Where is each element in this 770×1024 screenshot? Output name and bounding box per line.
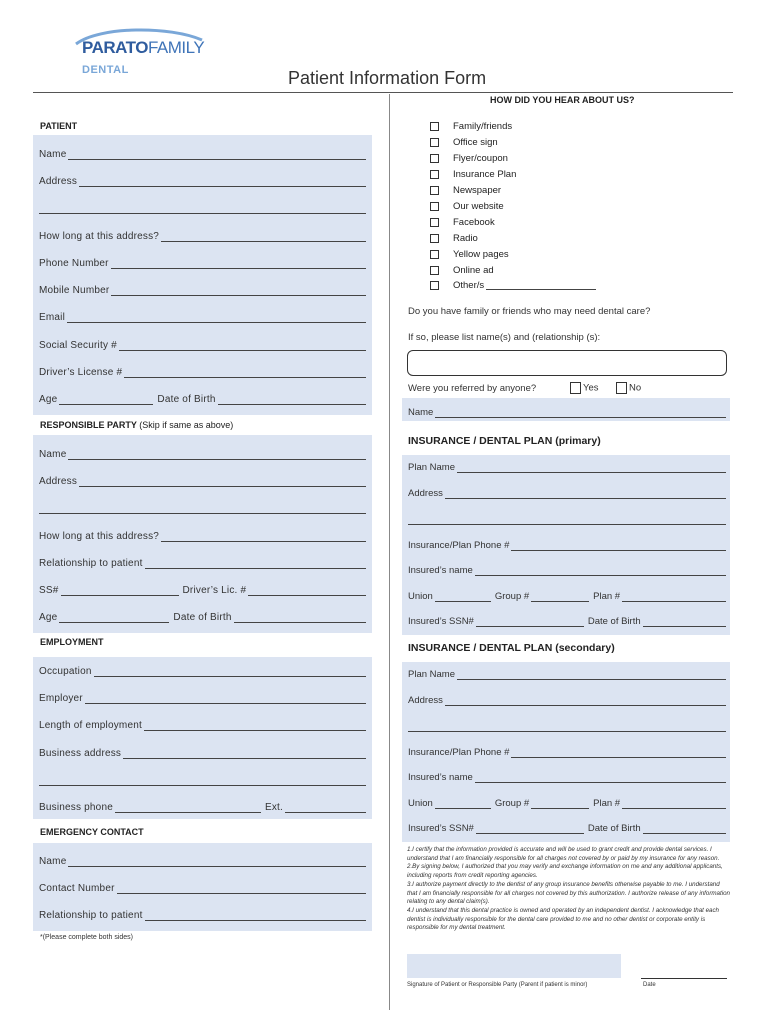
responsible-heading: RESPONSIBLE PARTY (Skip if same as above) bbox=[40, 420, 234, 430]
primary-phone-field[interactable]: Insurance/Plan Phone # bbox=[408, 537, 726, 551]
family-list-prompt: If so, please list name(s) and (relationship (s): bbox=[408, 332, 601, 343]
signature-field[interactable] bbox=[407, 954, 621, 978]
referral-question: Were you referred by anyone? bbox=[408, 383, 537, 394]
logo-subtitle: DENTAL bbox=[82, 64, 129, 76]
business-phone-field[interactable]: Business phone Ext. bbox=[39, 799, 366, 813]
hear-option[interactable]: Newspaper bbox=[430, 185, 501, 196]
primary-address-field[interactable]: Address bbox=[408, 485, 726, 499]
patient-address-line2[interactable] bbox=[39, 200, 366, 214]
family-list-input[interactable] bbox=[407, 350, 727, 376]
emergency-panel bbox=[33, 843, 372, 931]
complete-both-sides-note: *(Please complete both sides) bbox=[40, 934, 133, 941]
legal-item: 1.I certify that the information provided is accurate and will be used to grant credit and provide dental services. I understand that I am financially responsible for all charges not covered by or paid by my insurance for any reason. bbox=[407, 846, 720, 862]
hear-option[interactable]: Office sign bbox=[430, 137, 498, 148]
referral-no[interactable]: No bbox=[616, 382, 641, 394]
insurance-primary-panel bbox=[402, 455, 730, 635]
responsible-ss-lic-field[interactable]: SS# Driver’s Lic. # bbox=[39, 582, 366, 596]
secondary-ssn-dob-field[interactable]: Insured’s SSN# Date of Birth bbox=[408, 820, 726, 834]
hear-option[interactable]: Online ad bbox=[430, 265, 494, 276]
responsible-panel bbox=[33, 435, 372, 633]
date-line[interactable] bbox=[641, 978, 727, 979]
hear-option[interactable]: Insurance Plan bbox=[430, 169, 516, 180]
patient-how-long-field[interactable]: How long at this address? bbox=[39, 228, 366, 242]
insurance-secondary-panel bbox=[402, 662, 730, 842]
page-title: Patient Information Form bbox=[288, 68, 487, 88]
legal-item: 4.I understand that this dental practice is owned and operated by an independent dentist. I acknowledge that each dentist is individually responsible for the dental care provided to me and no other dentist or corporate entity is responsible for my dental treatment. bbox=[407, 906, 719, 932]
employment-length-field[interactable]: Length of employment bbox=[39, 717, 366, 731]
hear-option[interactable]: Our website bbox=[430, 201, 504, 212]
employer-field[interactable]: Employer bbox=[39, 690, 366, 704]
checkbox-icon[interactable] bbox=[430, 154, 439, 163]
patient-name-field[interactable]: Name bbox=[39, 146, 366, 160]
date-label: Date bbox=[643, 982, 656, 988]
legal-item: 2.By signing below, I authorized that you may verify and exchange information on me and any additional applicants, including reports from credit reporting agencies. bbox=[407, 863, 723, 880]
business-address-line2[interactable] bbox=[39, 772, 366, 786]
legal-item: 3.I authorize payment directly to the dentist of any group insurance benefits otherwise payable to me. I understand that I am financially responsible for all charges not covered by this authorization. I authorize release of any information relating to any dental claim(s). bbox=[407, 880, 730, 906]
insurance-secondary-heading: INSURANCE / DENTAL PLAN (secondary) bbox=[408, 642, 615, 654]
secondary-address-field[interactable]: Address bbox=[408, 692, 726, 706]
primary-address-line2[interactable] bbox=[408, 511, 726, 525]
family-question: Do you have family or friends who may need dental care? bbox=[408, 306, 651, 317]
logo bbox=[68, 24, 208, 84]
primary-union-group-plan-field[interactable]: Union Group # Plan # bbox=[408, 588, 726, 602]
responsible-age-dob-field[interactable]: Age Date of Birth bbox=[39, 609, 366, 623]
checkbox-icon[interactable] bbox=[430, 122, 439, 131]
patient-ssn-field[interactable]: Social Security # bbox=[39, 337, 366, 351]
checkbox-icon[interactable] bbox=[430, 218, 439, 227]
checkbox-icon[interactable] bbox=[430, 202, 439, 211]
signature-label: Signature of Patient or Responsible Party (Parent if patient is minor) bbox=[407, 982, 588, 988]
hear-option[interactable]: Yellow pages bbox=[430, 249, 509, 260]
checkbox-icon[interactable] bbox=[430, 186, 439, 195]
emergency-heading: EMERGENCY CONTACT bbox=[40, 827, 144, 837]
emergency-name-field[interactable]: Name bbox=[39, 853, 366, 867]
secondary-plan-name-field[interactable]: Plan Name bbox=[408, 666, 726, 680]
checkbox-icon[interactable] bbox=[430, 266, 439, 275]
secondary-insured-name-field[interactable]: Insured’s name bbox=[408, 769, 726, 783]
column-divider bbox=[389, 94, 390, 1010]
emergency-contact-field[interactable]: Contact Number bbox=[39, 880, 366, 894]
checkbox-icon[interactable] bbox=[616, 382, 627, 394]
primary-insured-name-field[interactable]: Insured’s name bbox=[408, 562, 726, 576]
logo-wordmark: PARATOFAMILY bbox=[82, 38, 205, 57]
occupation-field[interactable]: Occupation bbox=[39, 663, 366, 677]
checkbox-icon[interactable] bbox=[430, 234, 439, 243]
hear-option[interactable]: Family/friends bbox=[430, 121, 512, 132]
patient-heading: PATIENT bbox=[40, 121, 78, 131]
hear-option[interactable]: Flyer/coupon bbox=[430, 153, 508, 164]
hear-about-heading: HOW DID YOU HEAR ABOUT US? bbox=[490, 95, 635, 105]
employment-heading: EMPLOYMENT bbox=[40, 637, 104, 647]
hear-option-other[interactable]: Other/s bbox=[430, 280, 596, 291]
business-address-field[interactable]: Business address bbox=[39, 745, 366, 759]
patient-phone-field[interactable]: Phone Number bbox=[39, 255, 366, 269]
responsible-relationship-field[interactable]: Relationship to patient bbox=[39, 555, 366, 569]
referral-name-panel bbox=[402, 398, 730, 421]
responsible-address-line2[interactable] bbox=[39, 500, 366, 514]
responsible-how-long-field[interactable]: How long at this address? bbox=[39, 528, 366, 542]
secondary-address-line2[interactable] bbox=[408, 718, 726, 732]
checkbox-icon[interactable] bbox=[430, 281, 439, 290]
responsible-address-field[interactable]: Address bbox=[39, 473, 366, 487]
checkbox-icon[interactable] bbox=[430, 250, 439, 259]
primary-plan-name-field[interactable]: Plan Name bbox=[408, 459, 726, 473]
header-divider bbox=[33, 92, 733, 93]
referral-name-field[interactable]: Name bbox=[408, 404, 726, 418]
checkbox-icon[interactable] bbox=[430, 170, 439, 179]
patient-age-dob-field[interactable]: Age Date of Birth bbox=[39, 391, 366, 405]
hear-option[interactable]: Facebook bbox=[430, 217, 495, 228]
legal-statements bbox=[407, 846, 730, 933]
employment-panel bbox=[33, 657, 372, 819]
checkbox-icon[interactable] bbox=[430, 138, 439, 147]
responsible-name-field[interactable]: Name bbox=[39, 446, 366, 460]
patient-panel bbox=[33, 135, 372, 415]
referral-yes[interactable]: Yes bbox=[570, 382, 599, 394]
emergency-relationship-field[interactable]: Relationship to patient bbox=[39, 907, 366, 921]
secondary-phone-field[interactable]: Insurance/Plan Phone # bbox=[408, 744, 726, 758]
insurance-primary-heading: INSURANCE / DENTAL PLAN (primary) bbox=[408, 435, 601, 447]
primary-ssn-dob-field[interactable]: Insured’s SSN# Date of Birth bbox=[408, 613, 726, 627]
patient-license-field[interactable]: Driver’s License # bbox=[39, 364, 366, 378]
patient-email-field[interactable]: Email bbox=[39, 309, 366, 323]
hear-option[interactable]: Radio bbox=[430, 233, 478, 244]
patient-address-field[interactable]: Address bbox=[39, 173, 366, 187]
checkbox-icon[interactable] bbox=[570, 382, 581, 394]
secondary-union-group-plan-field[interactable]: Union Group # Plan # bbox=[408, 795, 726, 809]
patient-mobile-field[interactable]: Mobile Number bbox=[39, 282, 366, 296]
